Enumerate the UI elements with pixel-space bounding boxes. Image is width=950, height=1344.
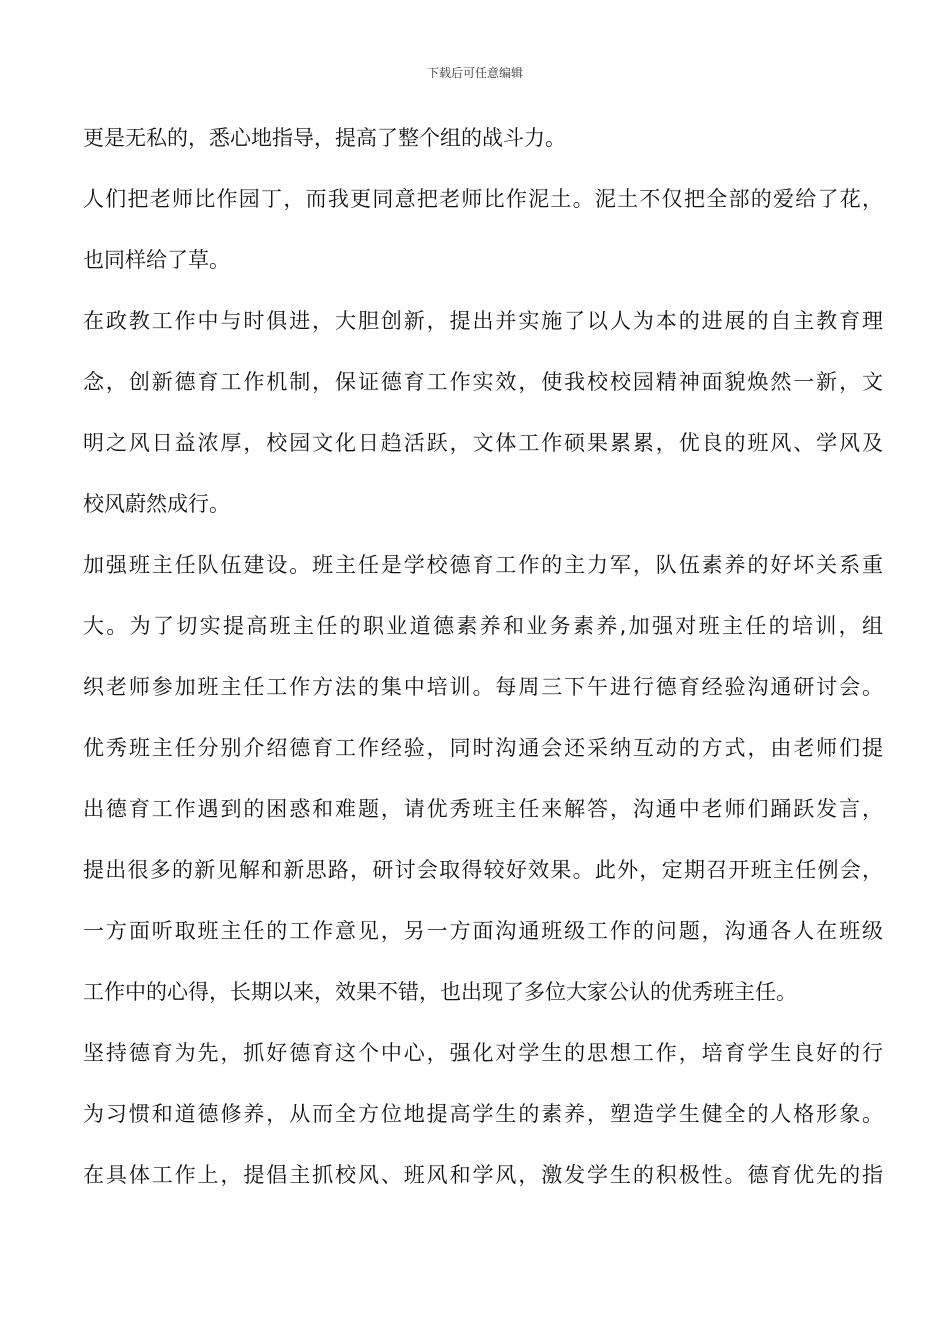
text-line: 在具体工作上，提倡主抓校风、班风和学风，激发学生的积极性。德育优先的指 bbox=[83, 1163, 883, 1187]
text-line: 念，创新德育工作机制，保证德育工作实效，使我校校园精神面貌焕然一新，文 bbox=[83, 370, 883, 394]
text-line: 优秀班主任分别介绍德育工作经验，同时沟通会还采纳互动的方式，由老师们提 bbox=[83, 736, 883, 760]
text-line: 大。为了切实提高班主任的职业道德素养和业务素养,加强对班主任的培训，组 bbox=[83, 614, 883, 638]
text-line: 一方面听取班主任的工作意见，另一方面沟通班级工作的问题，沟通各人在班级 bbox=[83, 919, 883, 943]
text-line: 提出很多的新见解和新思路，研讨会取得较好效果。此外，定期召开班主任例会， bbox=[83, 858, 883, 882]
text-line: 人们把老师比作园丁，而我更同意把老师比作泥土。泥土不仅把全部的爱给了花， bbox=[83, 187, 883, 211]
document-body bbox=[83, 115, 883, 1213]
text-line: 校风蔚然成行。 bbox=[83, 492, 230, 516]
text-line: 织老师参加班主任工作方法的集中培训。每周三下午进行德育经验沟通研讨会。 bbox=[83, 675, 883, 699]
text-line: 也同样给了草。 bbox=[83, 248, 230, 272]
text-line: 明之风日益浓厚，校园文化日趋活跃，文体工作硕果累累，优良的班风、学风及 bbox=[83, 431, 883, 455]
text-line: 更是无私的，悉心地指导，提高了整个组的战斗力。 bbox=[83, 126, 566, 150]
text-line: 坚持德育为先，抓好德育这个中心，强化对学生的思想工作，培育学生良好的行 bbox=[83, 1041, 883, 1065]
page-header: 下载后可任意编辑 bbox=[426, 66, 523, 80]
text-line: 工作中的心得，长期以来，效果不错，也出现了多位大家公认的优秀班主任。 bbox=[83, 980, 797, 1004]
text-line: 加强班主任队伍建设。班主任是学校德育工作的主力军，队伍素养的好坏关系重 bbox=[83, 553, 883, 577]
text-line: 为习惯和道德修养，从而全方位地提高学生的素养，塑造学生健全的人格形象。 bbox=[83, 1102, 883, 1126]
text-line: 在政教工作中与时俱进，大胆创新，提出并实施了以人为本的进展的自主教育理 bbox=[83, 309, 883, 333]
text-line: 出德育工作遇到的困惑和难题，请优秀班主任来解答，沟通中老师们踊跃发言， bbox=[83, 797, 883, 821]
